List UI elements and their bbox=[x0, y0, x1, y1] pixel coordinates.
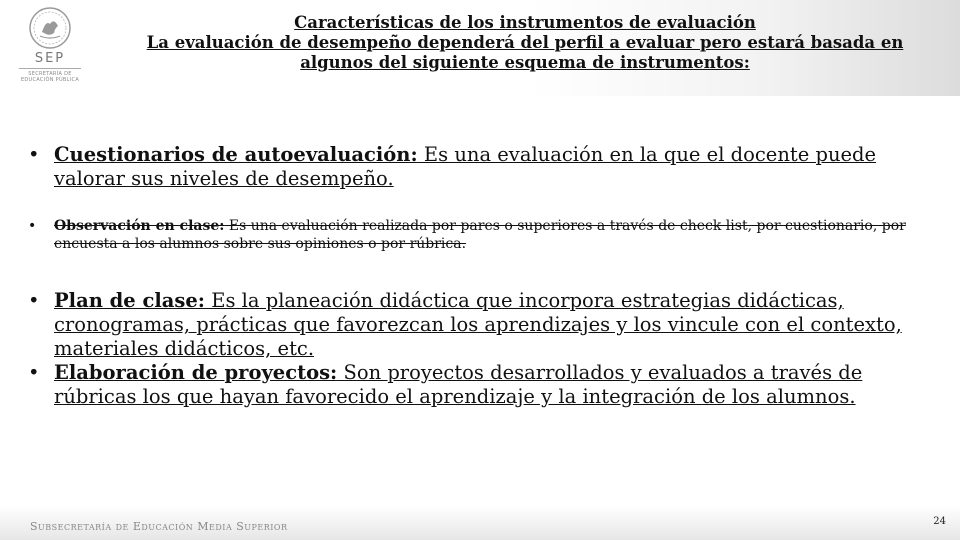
title-line-2: La evaluación de desempeño dependerá del perfil a evaluar pero estará basada en bbox=[146, 33, 904, 52]
sep-logo bbox=[8, 6, 92, 92]
page-number: 24 bbox=[933, 516, 946, 527]
logo-subtitle-1: SECRETARÍA DE bbox=[28, 71, 72, 77]
logo-acronym: SEP bbox=[34, 51, 66, 66]
bullet-item bbox=[28, 361, 938, 409]
logo-divider bbox=[19, 68, 81, 69]
bullet-marker: • bbox=[28, 361, 40, 384]
bullet-item bbox=[28, 143, 938, 191]
eagle-seal-icon bbox=[28, 6, 72, 50]
bullet-list bbox=[28, 143, 938, 409]
title-line-1: Características de los instrumentos de evaluación bbox=[294, 13, 756, 32]
footer-text: Subsecretaría de Educación Media Superior bbox=[30, 520, 288, 533]
bullet-term: Observación en clase: bbox=[54, 218, 225, 234]
bullet-description: Es una evaluación realizada por pares o superiores a través de check list, por cuestionario, por encuesta a los alumnos sobre sus opiniones o por rúbrica. bbox=[54, 218, 906, 252]
bullet-marker: • bbox=[28, 289, 40, 312]
logo-subtitle-2: EDUCACIÓN PÚBLICA bbox=[20, 77, 80, 83]
bullet-term: Plan de clase: bbox=[54, 289, 206, 312]
bullet-term: Elaboración de proyectos: bbox=[54, 361, 338, 384]
title-line-3: algunos del siguiente esquema de instrumentos: bbox=[300, 53, 750, 72]
bullet-marker: • bbox=[28, 218, 37, 234]
bullet-marker: • bbox=[28, 143, 40, 166]
bullet-term: Cuestionarios de autoevaluación: bbox=[54, 143, 418, 166]
bullet-item bbox=[28, 289, 938, 361]
bullet-item bbox=[28, 217, 938, 253]
slide-title bbox=[100, 13, 950, 73]
bullet-description: Es la planeación didáctica que incorpora estrategias didácticas, cronogramas, prácticas que favorezcan los aprendizajes y los vincule con el contexto, materiales didácticos, etc. bbox=[54, 289, 902, 360]
bullet-description: Son proyectos desarrollados y evaluados a través de rúbricas los que hayan favorecido el aprendizaje y la integración de los alumnos. bbox=[54, 361, 863, 408]
bullet-description: Es una evaluación en la que el docente puede valorar sus niveles de desempeño. bbox=[54, 143, 877, 190]
